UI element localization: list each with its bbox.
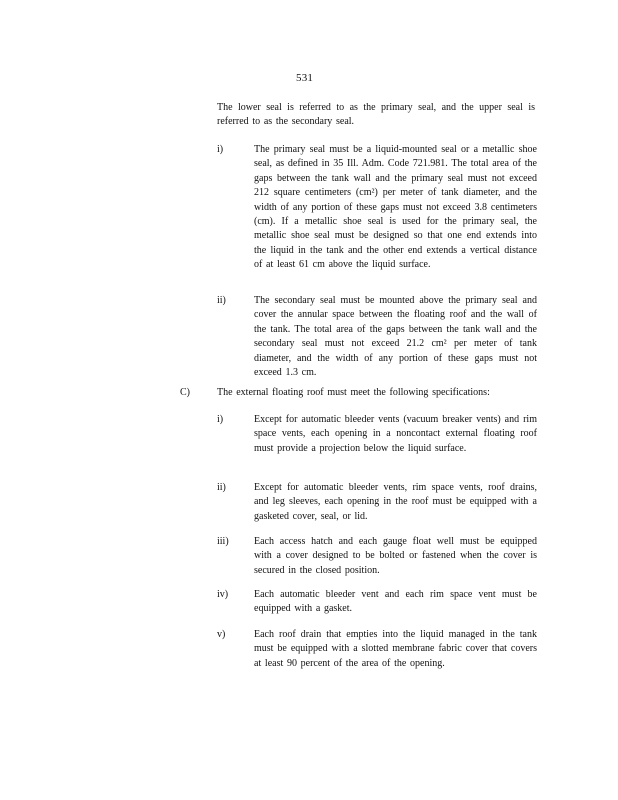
section-c-label: C) [180, 387, 190, 398]
section-c-marker-i: i) [217, 414, 224, 425]
list-b-item-i-text: The primary seal must be a liquid-mounted seal or a metallic shoe seal, as defined in 35 Ill. Adm. Code 721.981. The total area of the gaps between the tank wall and the primary seal must not exceed 212 square centimeters (cm²) per meter of tank diameter, and the width of any portion of these gaps must not exceed 3.8 centimeters (cm). If a metallic shoe seal is used for the primary seal, the metallic shoe seal must be designed so that one end extends into the liquid in the tank and the other end extends a vertical distance of at least 61 cm above the liquid surface. [254, 144, 537, 271]
section-c-marker-iii: iii) [217, 536, 229, 547]
section-c-marker-iv: iv) [217, 589, 229, 600]
list-b-item-ii-text: The secondary seal must be mounted above the primary seal and cover the annular space between the floating roof and the wall of the tank. The total area of the gaps between the tank wall and the secondary seal must not exceed 21.2 cm² per meter of tank diameter, and the width of any portion of these gaps must not exceed 1.3 cm. [254, 295, 537, 379]
section-c-item-ii-text: Except for automatic bleeder vents, rim space vents, roof drains, and leg sleeves, each opening in the roof must be equipped with a gasketed cover, seal, or lid. [254, 482, 537, 522]
section-c-item-iii-text: Each access hatch and each gauge float well must be equipped with a cover designed to be bolted or fastened when the cover is secured in the closed position. [254, 536, 537, 576]
section-c-marker-v: v) [217, 629, 226, 640]
section-c-heading: The external floating roof must meet the following specifications: [217, 387, 490, 398]
list-b-marker-ii: ii) [217, 295, 226, 306]
section-c-marker-ii: ii) [217, 482, 226, 493]
page-number: 531 [296, 72, 314, 84]
section-c-item-iv-text: Each automatic bleeder vent and each rim space vent must be equipped with a gasket. [254, 589, 537, 615]
section-c-item-i-text: Except for automatic bleeder vents (vacuum breaker vents) and rim space vents, each opening in a noncontact external floating roof must provide a projection below the liquid surface. [254, 414, 537, 454]
list-b-marker-i: i) [217, 144, 224, 155]
section-c-item-v-text: Each roof drain that empties into the liquid managed in the tank must be equipped with a slotted membrane fabric cover that covers at least 90 percent of the area of the opening. [254, 629, 537, 669]
intro-paragraph: The lower seal is referred to as the primary seal, and the upper seal is referred to as the secondary seal. [217, 102, 535, 128]
